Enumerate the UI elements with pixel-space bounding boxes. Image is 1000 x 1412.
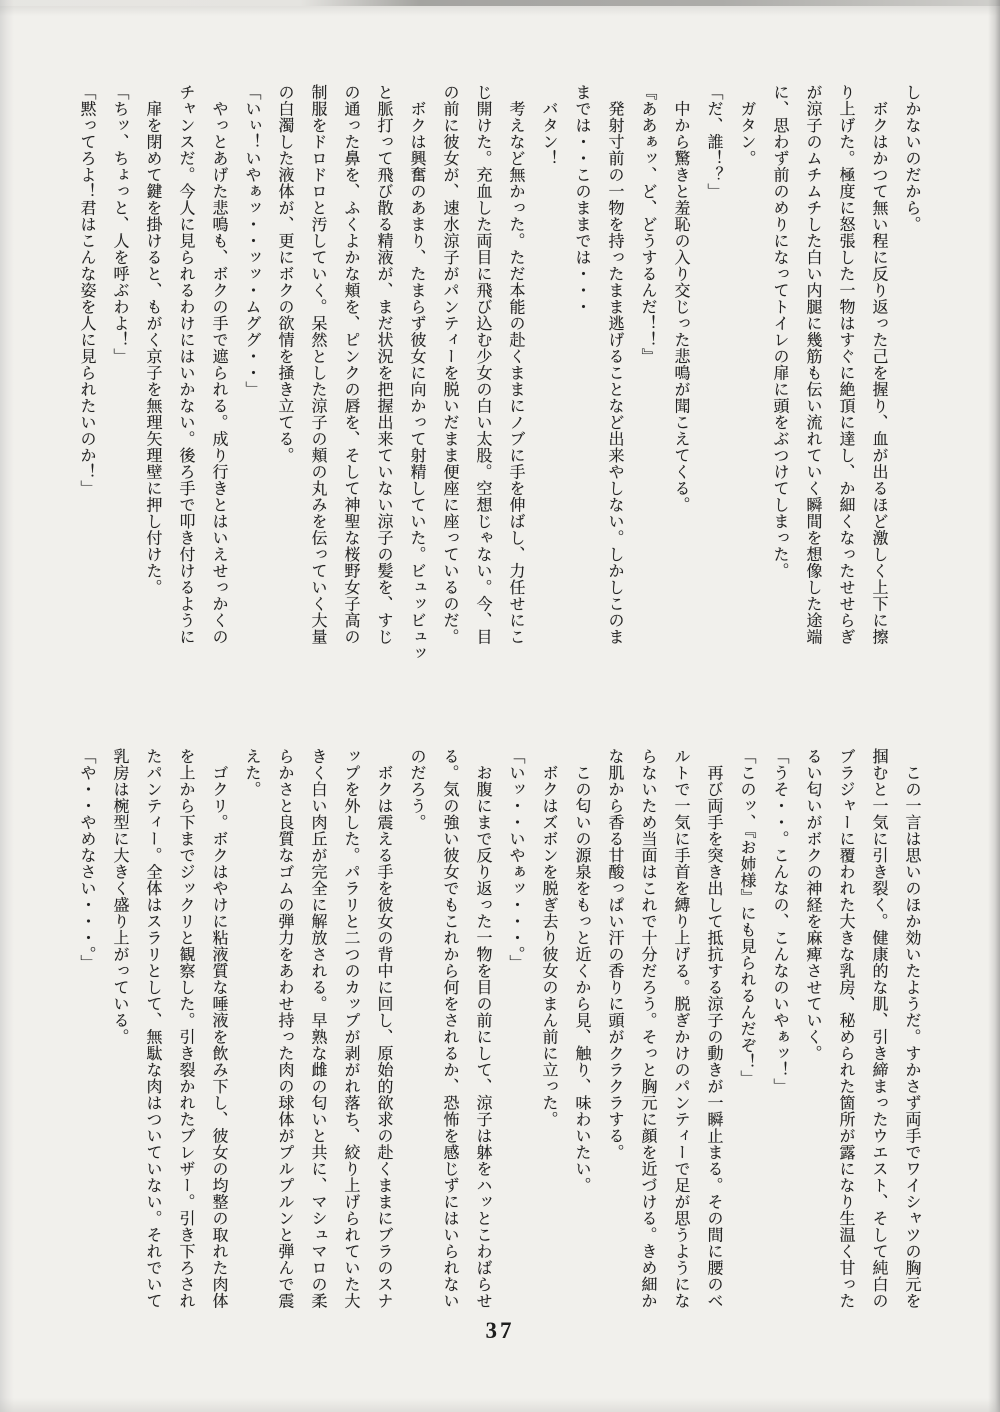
page-number: 37 xyxy=(485,1318,515,1343)
text-column: 「うそ・・。こんなの、こんなのいやぁッ！」 xyxy=(771,748,788,1095)
text-column: 「ちッ、ちょっと、人を呼ぶわよ！」 xyxy=(111,84,128,365)
text-column: えた。 xyxy=(243,748,260,798)
text-column: バタン！ xyxy=(540,84,557,167)
text-column: 「いぃ！いやぁッ・・ッッ・ムググ・・」 xyxy=(243,84,260,398)
text-column: しかないのだから。 xyxy=(903,84,920,233)
text-column: らないため当面はこれで十分だろう。そっと胸元に顔を近づける。きめ細か xyxy=(639,748,656,1309)
text-column: 発射寸前の一物を持ったまま逃げることなど出来やしない。しかしこのま xyxy=(606,84,623,645)
text-column: る。気の強い彼女でもこれから何をされるか、恐怖を感じずにはいられない xyxy=(441,748,458,1309)
text-column: お腹にまで反り返った一物を目の前にして、涼子は躰をハッとこわばらせ xyxy=(474,748,491,1309)
text-column: この匂いの源泉をもっと近くから見、触り、味わいたい。 xyxy=(573,748,590,1194)
text-column: らかさと良質なゴムの弾力をあわせ持った肉の球体がプルプルンと弾んで震 xyxy=(276,748,293,1309)
scan-edge-top xyxy=(0,0,1000,6)
text-column: たパンティー。全体はスラリとして、無駄な肉はついていない。それでいて xyxy=(144,748,161,1309)
text-column: が涼子のムチムチした白い内腿に幾筋も伝い流れていく瞬間を想像した途端 xyxy=(804,84,821,645)
text-column: ボクは震える手を彼女の背中に回し、原始的欲求の赴くままにブラのスナ xyxy=(375,748,392,1309)
scan-edge-left xyxy=(0,0,14,1412)
text-column: きく白い肉丘が完全に解放される。早熟な雌の匂いと共に、マシュマロの柔 xyxy=(309,748,326,1309)
text-column: 「黙ってろよ！君はこんな姿を人に見られたいのか！」 xyxy=(78,84,95,497)
text-column: ブラジャーに覆われた大きな乳房、秘められた箇所が露になり生温く甘った xyxy=(837,748,854,1309)
text-block-bottom xyxy=(70,748,928,1330)
text-column: じ開けた。充血した両目に飛び込む少女の白い太股。空想じゃない。今、目 xyxy=(474,84,491,645)
text-block-top xyxy=(70,84,928,666)
text-column: ボクはズボンを脱ぎ去り彼女のまん前に立った。 xyxy=(540,748,557,1128)
scan-edge-right xyxy=(988,0,1000,1412)
text-column: 中から驚きと羞恥の入り交じった悲鳴が聞こえてくる。 xyxy=(672,84,689,513)
text-column: り上げた。極度に怒張した一物はすぐに絶頂に達し、か細くなったせせらぎ xyxy=(837,84,854,645)
scan-edge-top-shadow xyxy=(0,6,1000,16)
text-column: チャンスだ。今人に見られるわけにはいかない。後ろ手で叩き付けるように xyxy=(177,84,194,645)
text-column: に、思わず前のめりになってトイレの扉に頭をぶつけてしまった。 xyxy=(771,84,788,579)
text-column: までは・・このままでは・・・ xyxy=(573,84,590,315)
text-column: ボクは興奮のあまり、たまらず彼女に向かって射精していた。ビュッビュッ xyxy=(408,84,425,662)
text-column: のだろう。 xyxy=(408,748,425,831)
text-column: の白濁した液体が、更にボクの欲情を掻き立てる。 xyxy=(276,84,293,464)
text-column: るい匂いがボクの神経を麻痺させていく。 xyxy=(804,748,821,1062)
text-column: やっとあげた悲鳴も、ボクの手で遮られる。成り行きとはいえせっかくの xyxy=(210,84,227,645)
text-column: ップを外した。パラリと二つのカップが剥がれ落ち、絞り上げられていた大 xyxy=(342,748,359,1309)
text-column: ルトで一気に手首を縛り上げる。脱ぎかけのパンティーで足が思うようにな xyxy=(672,748,689,1309)
scan-edge-bottom xyxy=(0,1398,1000,1412)
text-column: この一言は思いのほか効いたようだ。すかさず両手でワイシャツの胸元を xyxy=(903,748,920,1309)
text-column: の前に彼女が、速水涼子がパンティーを脱いだまま便座に座っているのだ。 xyxy=(441,84,458,645)
text-column: ゴクリ。ボクはやけに粘液質な唾液を飲み下し、彼女の均整の取れた肉体 xyxy=(210,748,227,1309)
text-column: 「このッ、『お姉様』にも見られるんだぞ！」 xyxy=(738,748,755,1087)
text-column: ガタン。 xyxy=(738,84,755,167)
text-column: 「や・・やめなさい・・・。」 xyxy=(78,748,95,971)
text-column: 『ああぁッ、ど、どうするんだ！！』 xyxy=(639,84,656,365)
text-column: 「いッ・・いやぁッ・・・。」 xyxy=(507,748,524,971)
text-column: 扉を閉めて鍵を掛けると、もがく京子を無理矢理壁に押し付けた。 xyxy=(144,84,161,596)
text-column: 考えなど無かった。ただ本能の赴くままにノブに手を伸ばし、力任せにこ xyxy=(507,84,524,645)
text-column: 「だ、誰！？」 xyxy=(705,84,722,200)
text-column: と脈打って飛び散る精液が、まだ状況を把握出来ていない涼子の髪を、すじ xyxy=(375,84,392,645)
text-column: を上から下までジックリと観察した。引き裂かれたブレザー。引き下ろされ xyxy=(177,748,194,1309)
text-column: ボクはかつて無い程に反り返った己を握り、血が出るほど激しく上下に擦 xyxy=(870,84,887,645)
text-column: 掴むと一気に引き裂く。健康的な肌、引き締まったウエスト、そして純白の xyxy=(870,748,887,1309)
text-column: 制服をドロドロと汚していく。呆然とした涼子の頬の丸みを伝っていく大量 xyxy=(309,84,326,645)
text-column: 乳房は椀型に大きく盛り上がっている。 xyxy=(111,748,128,1045)
text-column: 再び両手を突き出して抵抗する涼子の動きが一瞬止まる。その間に腰のベ xyxy=(705,748,722,1309)
text-column: の通った鼻を、ふくよかな頬を、ピンクの唇を、そして神聖な桜野女子高の xyxy=(342,84,359,645)
text-column: な肌から香る甘酸っぱい汗の香りに頭がクラクラする。 xyxy=(606,748,623,1161)
